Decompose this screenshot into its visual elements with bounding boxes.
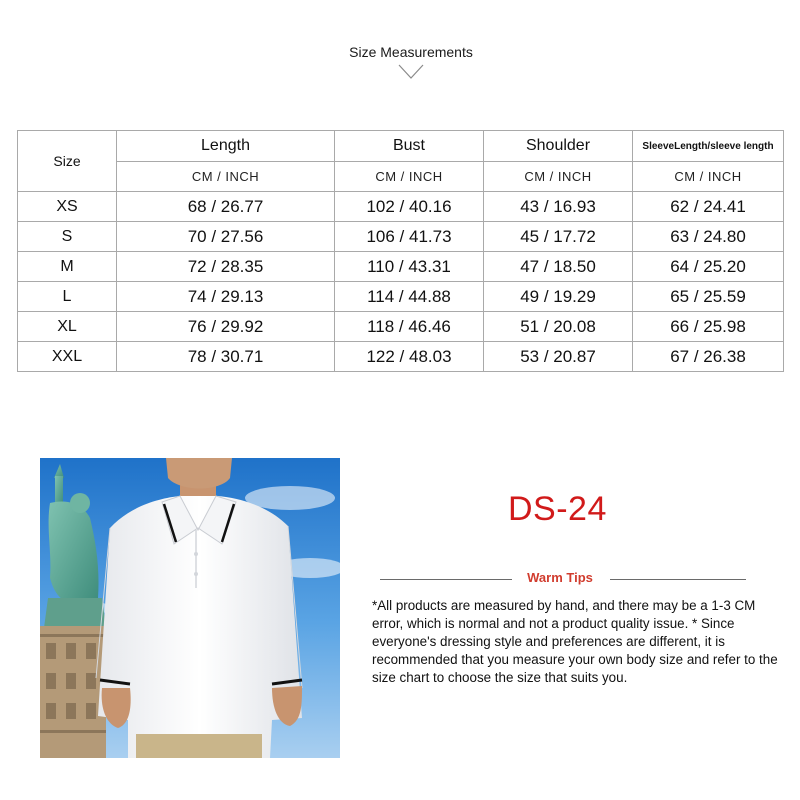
table-row <box>18 342 784 372</box>
page-title: Size Measurements <box>349 44 473 60</box>
size-cell: L <box>18 282 117 312</box>
size-cell: XL <box>18 312 117 342</box>
measurement-cell: 74 / 29.13 <box>117 282 335 312</box>
chevron-down-icon <box>398 64 424 80</box>
measurement-cell: 114 / 44.88 <box>335 282 484 312</box>
measurement-cell: 102 / 40.16 <box>335 192 484 222</box>
column-header-shoulder: Shoulder <box>484 131 633 162</box>
unit-label: CM / INCH <box>335 162 484 192</box>
unit-label: CM / INCH <box>117 162 335 192</box>
measurement-cell: 45 / 17.72 <box>484 222 633 252</box>
table-header-row <box>18 131 784 162</box>
measurement-cell: 65 / 25.59 <box>633 282 784 312</box>
model-code: DS-24 <box>508 490 607 528</box>
unit-label: CM / INCH <box>484 162 633 192</box>
measurement-cell: 106 / 41.73 <box>335 222 484 252</box>
measurement-cell: 122 / 48.03 <box>335 342 484 372</box>
table-row <box>18 312 784 342</box>
measurement-cell: 64 / 25.20 <box>633 252 784 282</box>
measurement-cell: 43 / 16.93 <box>484 192 633 222</box>
warm-tips-title: Warm Tips <box>527 570 593 585</box>
measurement-cell: 51 / 20.08 <box>484 312 633 342</box>
measurement-cell: 62 / 24.41 <box>633 192 784 222</box>
measurement-cell: 72 / 28.35 <box>117 252 335 282</box>
unit-row <box>18 162 784 192</box>
measurement-cell: 118 / 46.46 <box>335 312 484 342</box>
size-cell: XS <box>18 192 117 222</box>
measurement-cell: 110 / 43.31 <box>335 252 484 282</box>
measurement-cell: 47 / 18.50 <box>484 252 633 282</box>
column-header-sleeve-length: SleeveLength/sleeve length <box>633 131 784 162</box>
measurement-cell: 67 / 26.38 <box>633 342 784 372</box>
size-cell: S <box>18 222 117 252</box>
table-row <box>18 282 784 312</box>
measurement-cell: 53 / 20.87 <box>484 342 633 372</box>
measurement-cell: 49 / 19.29 <box>484 282 633 312</box>
measurement-cell: 78 / 30.71 <box>117 342 335 372</box>
measurement-cell: 63 / 24.80 <box>633 222 784 252</box>
table-row <box>18 252 784 282</box>
size-cell: XXL <box>18 342 117 372</box>
model-in-polo-image <box>40 458 340 758</box>
table-row <box>18 192 784 222</box>
column-header-length: Length <box>117 131 335 162</box>
measurement-cell: 68 / 26.77 <box>117 192 335 222</box>
warm-tips-text: *All products are measured by hand, and there may be a 1-3 CM error, which is normal and not a product quality issue. * Since everyone's dressing style and preferences are different, it is recommended that you measure your own body size and refer to the size chart to choose the size that suits you. <box>372 598 778 685</box>
measurement-cell: 70 / 27.56 <box>117 222 335 252</box>
measurement-cell: 76 / 29.92 <box>117 312 335 342</box>
size-column-header: Size <box>18 131 117 192</box>
column-header-bust: Bust <box>335 131 484 162</box>
divider-left <box>380 579 512 580</box>
size-table <box>17 130 784 372</box>
table-row <box>18 222 784 252</box>
measurement-cell: 66 / 25.98 <box>633 312 784 342</box>
divider-right <box>610 579 746 580</box>
unit-label: CM / INCH <box>633 162 784 192</box>
product-photo <box>40 458 340 758</box>
size-cell: M <box>18 252 117 282</box>
